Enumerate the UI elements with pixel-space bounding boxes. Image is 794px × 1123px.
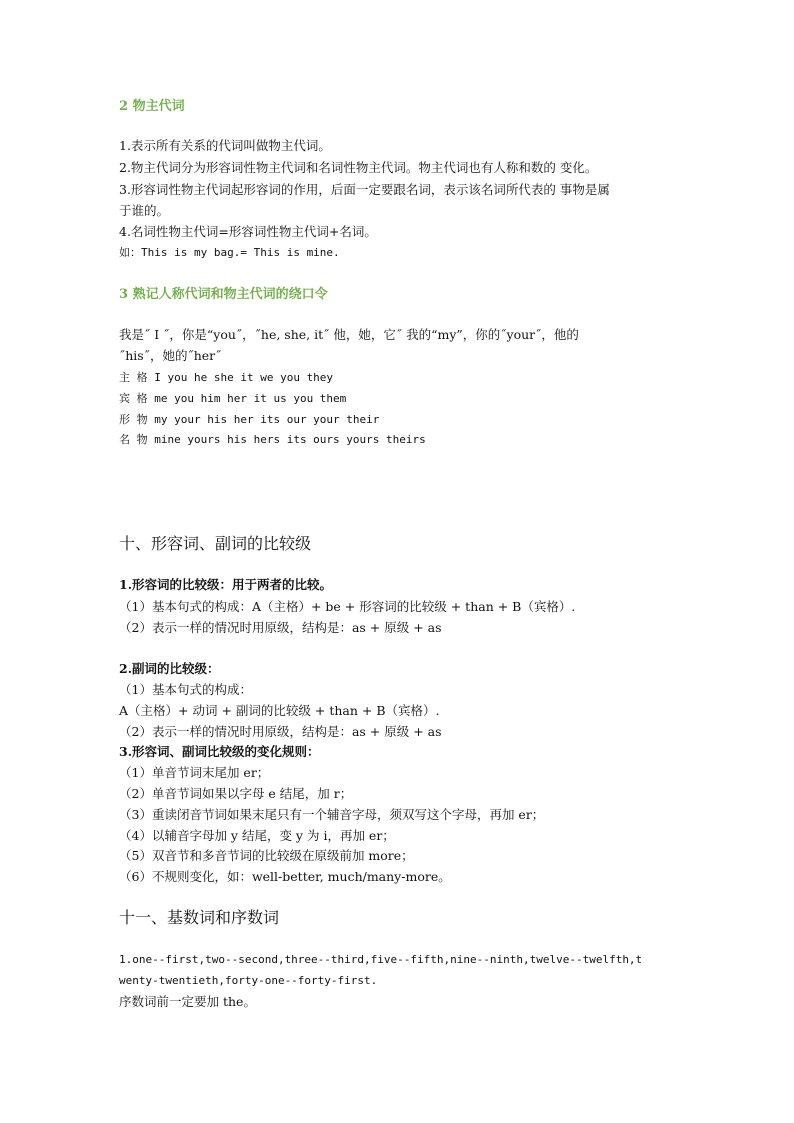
pronoun-row-subject: 主 格 I you he she it we you they bbox=[119, 371, 334, 384]
rule-line: A（主格）+ 动词 + 副词的比较级 + than + B（宾格）. bbox=[119, 703, 440, 718]
subheading-adverb-comparative: 2.副词的比较级： bbox=[119, 661, 220, 676]
rule-line: （2）表示一样的情况时用原级，结构是：as + 原级 + as bbox=[119, 620, 442, 635]
rule-line: （1）基本句式的构成：A（主格）+ be + 形容词的比较级 + than + B（宾格）. bbox=[119, 599, 576, 614]
section-heading-comparative: 十、形容词、副词的比较级 bbox=[119, 534, 312, 553]
rhyme-line: ˝his˝，她的˝her˝ bbox=[119, 348, 222, 363]
section-heading-numerals: 十一、基数词和序数词 bbox=[119, 908, 280, 927]
rule-line: （2）单音节词如果以字母 e 结尾，加 r； bbox=[119, 786, 353, 801]
pronoun-row-noun-possessive: 名 物 mine yours his hers its ours yours theirs bbox=[119, 433, 426, 446]
paragraph-line: 3.形容词性物主代词起形容词的作用，后面一定要跟名词，表示该名词所代表的 事物是属 bbox=[119, 182, 610, 197]
paragraph-line: 2.物主代词分为形容词性物主代词和名词性物主代词。物主代词也有人称和数的 变化。 bbox=[119, 160, 598, 175]
paragraph-line: 1.表示所有关系的代词叫做物主代词。 bbox=[119, 138, 331, 153]
rule-line: （5）双音节和多音节词的比较级在原级前加 more； bbox=[119, 848, 414, 863]
rule-line: （6）不规则变化，如：well-better, much/many-more。 bbox=[119, 869, 451, 884]
rhyme-line: 我是˝ I ˝，你是“you˝，˝he, she, it˝ 他，她，它˝ 我的“my”，你的˝your˝，他的 bbox=[119, 327, 579, 342]
paragraph-line: 4.名词性物主代词=形容词性物主代词+名词。 bbox=[119, 224, 377, 239]
subheading-change-rules: 3.形容词、副词比较级的变化规则： bbox=[119, 744, 320, 759]
pronoun-row-object: 宾 格 me you him her it us you them bbox=[119, 392, 347, 405]
example-line: 如：This is my bag.= This is mine. bbox=[119, 246, 340, 259]
paragraph-line: 于谁的。 bbox=[119, 203, 170, 218]
rule-line: （2）表示一样的情况时用原级，结构是：as + 原级 + as bbox=[119, 724, 442, 739]
numeral-line: wenty-twentieth,forty-one--forty-first. bbox=[119, 974, 378, 987]
rule-line: （4）以辅音字母加 y 结尾，变 y 为 i，再加 er； bbox=[119, 828, 395, 843]
rule-line: （1）单音节词末尾加 er； bbox=[119, 765, 270, 780]
numeral-note: 序数词前一定要加 the。 bbox=[119, 994, 256, 1009]
numeral-line: 1.one--first,two--second,three--third,five--fifth,nine--ninth,twelve--twelfth,t bbox=[119, 953, 643, 966]
subheading-adjective-comparative: 1.形容词的比较级：用于两者的比较。 bbox=[119, 577, 333, 592]
section-title-possessive: 2 物主代词 bbox=[119, 99, 185, 114]
rule-line: （3）重读闭音节词如果末尾只有一个辅音字母，须双写这个字母，再加 er； bbox=[119, 807, 545, 822]
section-title-rhyme: 3 熟记人称代词和物主代词的绕口令 bbox=[119, 287, 328, 302]
rule-line: （1）基本句式的构成： bbox=[119, 682, 252, 697]
pronoun-row-adj-possessive: 形 物 my your his her its our your their bbox=[119, 413, 380, 426]
